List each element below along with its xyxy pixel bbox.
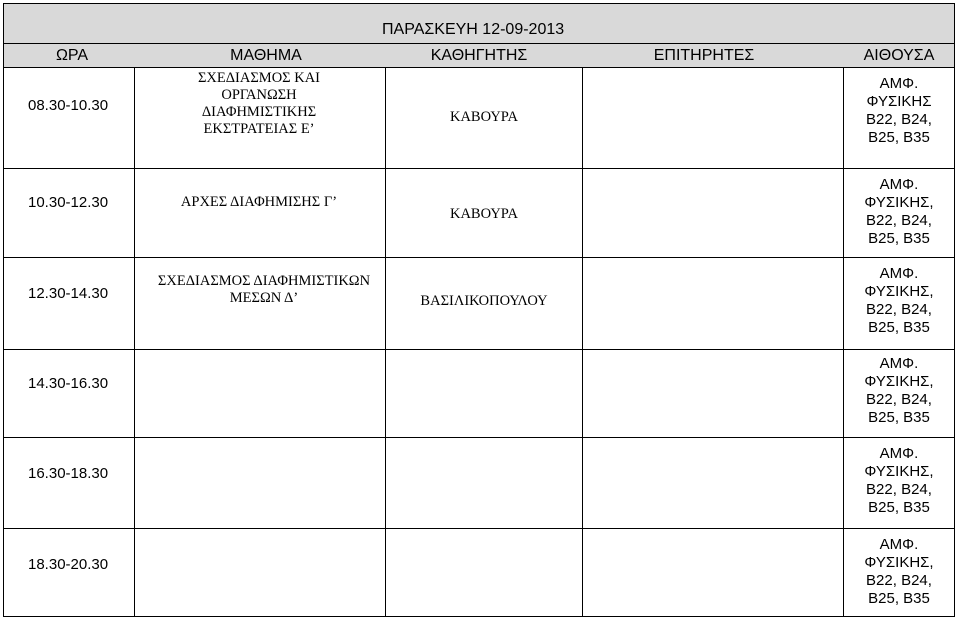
- course-name: ΑΡΧΕΣ ΔΙΑΦΗΜΙΣΗΣ Γ’: [180, 194, 338, 210]
- room-line: Β22, Β24,: [866, 301, 932, 318]
- column-divider: [134, 67, 135, 616]
- course-name: ΣΧΕΔΙΑΣΜΟΣ ΔΙΑΦΗΜΙΣΤΙΚΩΝ ΜΕΣΩΝ Δ’: [157, 273, 371, 306]
- room-line: ΦΥΣΙΚΗΣ,: [864, 463, 934, 480]
- header-row: [4, 43, 954, 68]
- room-line: ΦΥΣΙΚΗΣ,: [864, 283, 934, 300]
- page-title: ΠΑΡΑΣΚΕΥΗ 12-09-2013: [382, 21, 565, 38]
- room-line: Β22, Β24,: [866, 481, 932, 498]
- room-line: ΑΜΦ.: [879, 265, 919, 282]
- course-name: ΣΧΕΔΙΑΣΜΟΣ ΚΑΙ ΟΡΓΑΝΩΣΗ ΔΙΑΦΗΜΙΣΤΙΚΗΣ ΕΚΣΤΡΑΤΕΙΑΣ Ε’: [197, 70, 321, 137]
- room-line: ΑΜΦ.: [879, 536, 919, 553]
- room-line: ΦΥΣΙΚΗΣ,: [864, 554, 934, 571]
- room-line: ΑΜΦ.: [879, 176, 919, 193]
- room-line: Β25, Β35: [868, 319, 930, 336]
- room-line: ΦΥΣΙΚΗΣ: [866, 93, 932, 110]
- row-divider: [4, 528, 954, 529]
- header-time: ΩΡΑ: [55, 47, 89, 64]
- room-line: Β25, Β35: [868, 499, 930, 516]
- column-divider: [385, 67, 386, 616]
- schedule-table: [3, 3, 955, 617]
- room-cell: [844, 355, 954, 427]
- time-slot: 10.30-12.30: [28, 194, 109, 211]
- teacher-name: ΒΑΣΙΛΙΚΟΠΟΥΛΟΥ: [420, 293, 548, 309]
- time-slot: 14.30-16.30: [28, 375, 109, 392]
- room-line: ΑΜΦ.: [879, 75, 919, 92]
- room-cell: [844, 176, 954, 248]
- header-room: ΑΙΘΟΥΣΑ: [863, 47, 935, 64]
- title-bar: [4, 3, 954, 44]
- room-line: Β25, Β35: [868, 230, 930, 247]
- row-divider: [4, 257, 954, 258]
- header-proctors: ΕΠΙΤΗΡΗΤΕΣ: [653, 47, 755, 64]
- room-line: Β25, Β35: [868, 409, 930, 426]
- row-divider: [4, 349, 954, 350]
- room-line: ΦΥΣΙΚΗΣ,: [864, 194, 934, 211]
- room-line: Β25, Β35: [868, 590, 930, 607]
- room-cell: [844, 536, 954, 608]
- room-line: ΦΥΣΙΚΗΣ,: [864, 373, 934, 390]
- room-cell: [844, 265, 954, 337]
- time-slot: 18.30-20.30: [28, 556, 109, 573]
- time-slot: 08.30-10.30: [28, 97, 109, 114]
- room-line: ΑΜΦ.: [879, 445, 919, 462]
- room-line: Β22, Β24,: [866, 572, 932, 589]
- room-cell: [844, 75, 954, 147]
- room-line: Β22, Β24,: [866, 391, 932, 408]
- teacher-name: ΚΑΒΟΥΡΑ: [449, 109, 519, 125]
- room-line: Β22, Β24,: [866, 111, 932, 128]
- time-slot: 12.30-14.30: [28, 285, 109, 302]
- column-divider: [843, 67, 844, 616]
- row-divider: [4, 168, 954, 169]
- room-line: ΑΜΦ.: [879, 355, 919, 372]
- teacher-name: ΚΑΒΟΥΡΑ: [449, 206, 519, 222]
- row-divider: [4, 437, 954, 438]
- column-divider: [582, 67, 583, 616]
- header-teacher: ΚΑΘΗΓΗΤΗΣ: [430, 47, 528, 64]
- room-line: Β22, Β24,: [866, 212, 932, 229]
- room-cell: [844, 445, 954, 517]
- room-line: Β25, Β35: [868, 129, 930, 146]
- row-divider: [4, 67, 954, 68]
- header-course: ΜΑΘΗΜΑ: [230, 47, 302, 64]
- time-slot: 16.30-18.30: [28, 465, 109, 482]
